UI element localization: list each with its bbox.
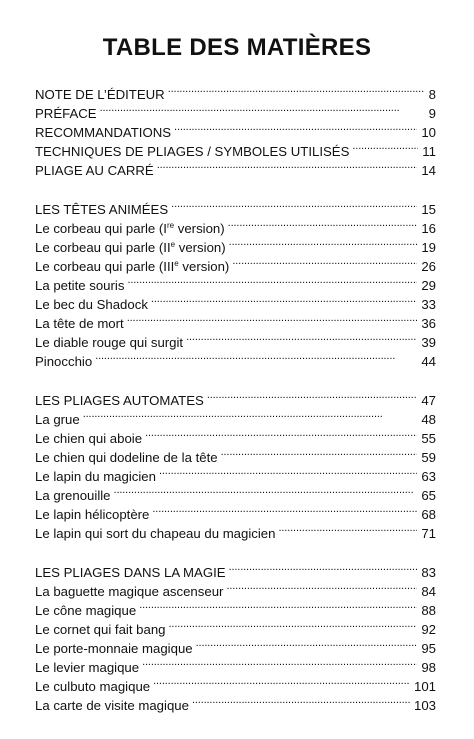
toc-page-number: 55 <box>421 431 436 446</box>
toc-entry[interactable] <box>35 347 436 369</box>
toc-entry[interactable] <box>35 195 436 217</box>
toc-leader-dots <box>142 653 417 672</box>
toc-page-number: 16 <box>421 221 436 236</box>
toc-leader-dots <box>153 672 410 691</box>
toc-leader-dots <box>159 462 417 481</box>
toc-entry-label: Le corbeau qui parle (Ire version) <box>35 221 225 236</box>
toc-page-number: 14 <box>421 163 436 178</box>
toc-leader-dots <box>168 80 424 99</box>
toc-leader-dots <box>228 214 418 233</box>
toc-page-number: 11 <box>422 144 436 159</box>
toc-entry-label: Le levier magique <box>35 660 140 675</box>
toc-entry-label: Le chien qui aboie <box>35 431 143 446</box>
toc-section <box>35 195 436 369</box>
toc-page-number: 103 <box>413 698 436 713</box>
toc-page-number: 33 <box>421 297 436 312</box>
toc-page-number: 15 <box>421 202 436 217</box>
toc-page-number: 84 <box>421 584 436 599</box>
toc-entry-label: La tête de mort <box>35 316 124 331</box>
toc-page-number: 83 <box>421 565 436 580</box>
toc-entry-label: Le cône magique <box>35 603 137 618</box>
toc-entry-label: LES PLIAGES DANS LA MAGIE <box>35 565 226 580</box>
toc-leader-dots <box>221 443 418 462</box>
toc-leader-dots <box>232 252 417 271</box>
toc-leader-dots <box>229 233 418 252</box>
page-title: TABLE DES MATIÈRES <box>102 34 372 61</box>
toc-page-number: 10 <box>421 125 436 140</box>
toc-page-number: 48 <box>421 412 436 427</box>
toc-leader-dots <box>127 271 417 290</box>
toc-entry-label: Le culbuto magique <box>35 679 151 694</box>
toc-entry[interactable] <box>35 80 436 102</box>
toc-entry-label: PLIAGE AU CARRÉ <box>35 163 154 178</box>
toc-leader-dots <box>114 481 418 500</box>
toc-leader-dots <box>174 118 417 137</box>
toc-entry-label: La grue <box>35 412 80 427</box>
toc-page-number: 68 <box>421 507 436 522</box>
toc-entry[interactable] <box>35 405 436 427</box>
toc-page-number: 8 <box>428 87 436 102</box>
toc-entry-label: Le cornet qui fait bang <box>35 622 166 637</box>
toc-page-number: 95 <box>421 641 436 656</box>
toc-entry-label: PRÉFACE <box>35 106 97 121</box>
toc-leader-dots <box>152 500 417 519</box>
toc-section <box>35 80 436 178</box>
toc-entry-label: NOTE DE L’ÉDITEUR <box>35 87 165 102</box>
toc-page-number: 26 <box>421 259 436 274</box>
toc-entry-label: Le chien qui dodeline de la tête <box>35 450 218 465</box>
toc-entry-label: La carte de visite magique <box>35 698 189 713</box>
toc-leader-dots <box>226 577 417 596</box>
toc-entry-label: Le bec du Shadock <box>35 297 148 312</box>
toc-page-number: 29 <box>421 278 436 293</box>
toc-entry-label: La baguette magique ascenseur <box>35 584 224 599</box>
toc-entry-label: La grenouille <box>35 488 111 503</box>
toc-page-number: 9 <box>428 106 436 121</box>
toc-page-number: 44 <box>421 354 436 369</box>
toc-leader-dots <box>157 156 418 175</box>
toc-entry-label: Le corbeau qui parle (IIIe version) <box>35 259 230 274</box>
toc-entry-label: Le porte-monnaie magique <box>35 641 193 656</box>
toc-entry[interactable] <box>35 386 436 408</box>
toc-leader-dots <box>169 615 418 634</box>
toc-leader-dots <box>100 99 424 118</box>
toc-page-number: 92 <box>421 622 436 637</box>
toc-leader-dots <box>192 691 410 710</box>
toc-leader-dots <box>145 424 417 443</box>
toc-page-number: 59 <box>421 450 436 465</box>
toc-entry-label: Le lapin du magicien <box>35 469 156 484</box>
toc-leader-dots <box>229 558 418 577</box>
toc-page-number: 47 <box>421 393 436 408</box>
toc-page-number: 39 <box>421 335 436 350</box>
toc-page-number: 63 <box>421 469 436 484</box>
toc-page-number: 98 <box>421 660 436 675</box>
toc-entry-label: Le diable rouge qui surgit <box>35 335 184 350</box>
toc-leader-dots <box>196 634 418 653</box>
toc-leader-dots <box>151 290 417 309</box>
toc-entry-label: LES PLIAGES AUTOMATES <box>35 393 204 408</box>
toc-entry[interactable] <box>35 424 436 446</box>
toc-page-number: 88 <box>421 603 436 618</box>
toc-entry-label: Le lapin qui sort du chapeau du magicien <box>35 526 276 541</box>
toc-leader-dots <box>352 137 418 156</box>
toc-page-number: 71 <box>421 526 436 541</box>
toc-page-number: 36 <box>421 316 436 331</box>
toc-leader-dots <box>171 195 417 214</box>
toc-leader-dots <box>95 347 417 366</box>
toc-entry-label: La petite souris <box>35 278 125 293</box>
toc-leader-dots <box>207 386 418 405</box>
toc-leader-dots <box>127 309 418 328</box>
table-of-contents <box>35 80 436 722</box>
toc-entry-label: Le lapin hélicoptère <box>35 507 150 522</box>
toc-leader-dots <box>278 519 417 538</box>
toc-section <box>35 386 436 541</box>
toc-leader-dots <box>139 596 417 615</box>
toc-page-number: 19 <box>421 240 436 255</box>
toc-leader-dots <box>83 405 418 424</box>
toc-leader-dots <box>186 328 417 347</box>
toc-entry-label: Pinocchio <box>35 354 93 369</box>
toc-entry[interactable] <box>35 558 436 580</box>
toc-entry-label: TECHNIQUES DE PLIAGES / SYMBOLES UTILISÉS <box>35 144 350 159</box>
toc-entry-label: RECOMMANDATIONS <box>35 125 172 140</box>
toc-entry-label: LES TÊTES ANIMÉES <box>35 202 169 217</box>
toc-page-number: 101 <box>413 679 436 694</box>
toc-entry-label: Le corbeau qui parle (IIe version) <box>35 240 226 255</box>
toc-section <box>35 558 436 713</box>
toc-page-number: 65 <box>421 488 436 503</box>
